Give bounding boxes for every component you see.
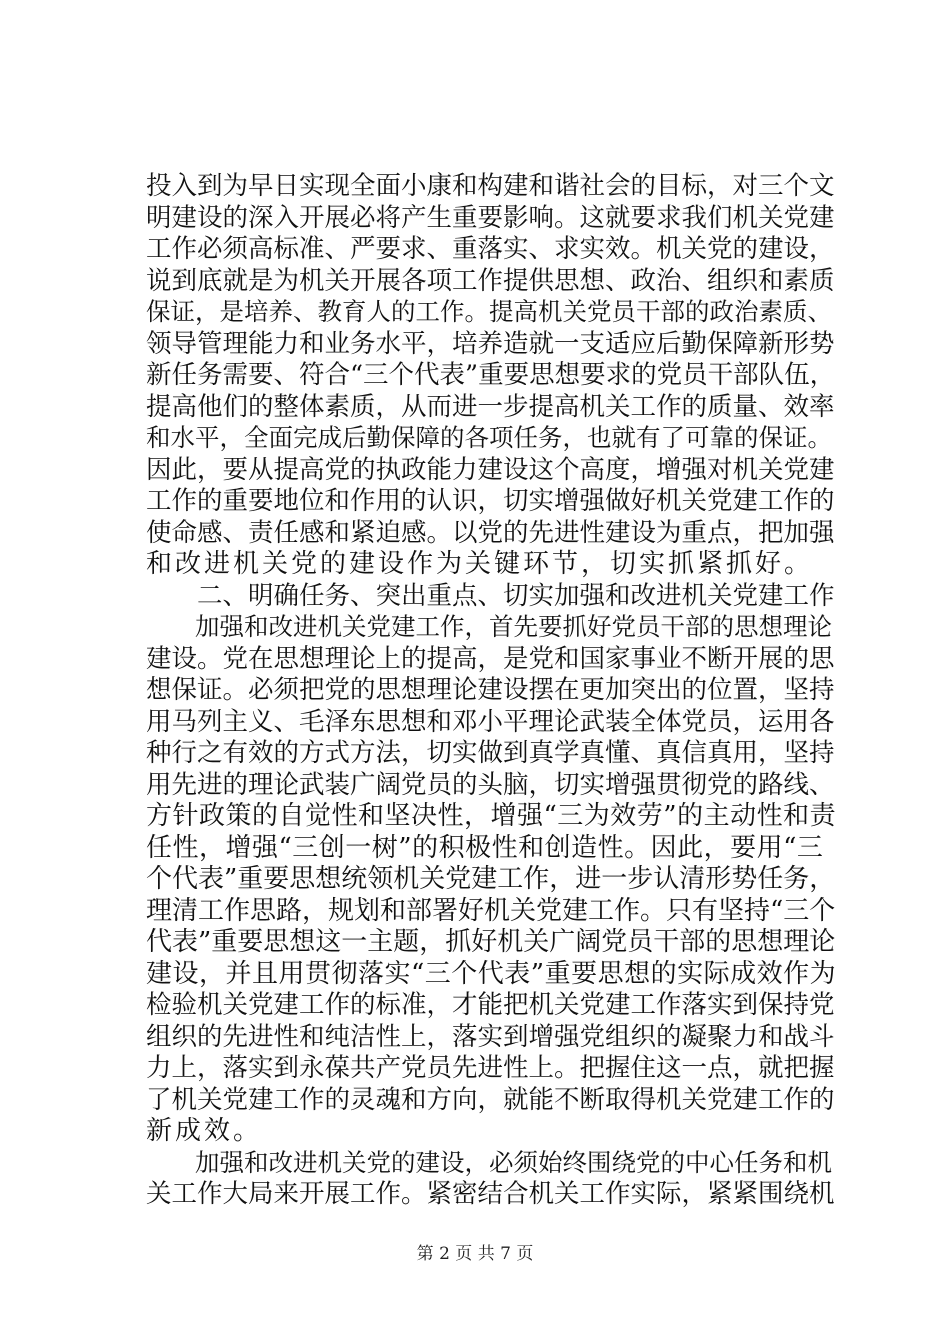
text-line: 建设，并且用贯彻落实“三个代表”重要思想的实际成效作为 [146,959,837,989]
page-footer: 第 2 页 共 7 页 [416,1244,534,1264]
text-line: 保证，是培养、教育人的工作。提高机关党员干部的政治素质、 [146,297,832,326]
text-line: 投入到为早日实现全面小康和构建和谐社会的目标，对三个文 [146,171,835,201]
text-line: 因此，要从提高党的执政能力建设这个高度，增强对机关党建 [146,455,835,485]
text-line: 方针政策的自觉性和坚决性，增强“三为效劳”的主动性和责 [146,801,837,831]
text-line: 使命感、责任感和紧迫感。以党的先进性建设为重点，把加强 [146,518,835,548]
text-line: 加强和改进机关党建工作，首先要抓好党员干部的思想理论 [146,612,832,641]
text-line: 用马列主义、毛泽东思想和邓小平理论武装全体党员，运用各 [146,707,835,737]
text-line: 领导管理能力和业务水平，培养造就一支适应后勤保障新形势 [146,329,835,359]
text-line: 力上，落实到永葆共产党员先进性上。把握住这一点，就把握 [146,1053,835,1083]
text-line: 个代表”重要思想统领机关党建工作，进一步认清形势任务， [146,864,836,894]
text-line: 任性，增强“三创一树”的积极性和创造性。因此，要用“三 [146,833,824,863]
text-line: 建设。党在思想理论上的提高，是党和国家事业不断开展的思 [146,644,835,674]
text-line: 提高他们的整体素质，从而进一步提高机关工作的质量、效率 [146,392,835,422]
text-line: 新成效。 [146,1116,263,1146]
text-line: 关工作大局来开展工作。紧密结合机关工作实际，紧紧围绕机 [146,1179,835,1209]
text-line: 检验机关党建工作的标准，才能把机关党建工作落实到保持党 [146,990,835,1020]
text-line: 新任务需要、符合“三个代表”重要思想要求的党员干部队伍， [146,360,836,390]
text-line: 说到底就是为机关开展各项工作提供思想、政治、组织和素质 [146,266,835,296]
text-line: 工作的重要地位和作用的认识，切实增强做好机关党建工作的 [146,486,835,516]
text-line: 明建设的深入开展必将产生重要影响。这就要求我们机关党建 [146,203,835,233]
text-line: 组织的先进性和纯洁性上，落实到增强党组织的凝聚力和战斗 [146,1022,835,1052]
text-line: 了机关党建工作的灵魂和方向，就能不断取得机关党建工作的 [146,1085,835,1115]
text-line: 和改进机关党的建设作为关键环节，切实抓紧抓好。 [146,549,814,579]
text-line: 代表”重要思想这一主题，抓好机关广阔党员干部的思想理论 [146,927,836,957]
text-line: 工作必须高标准、严要求、重落实、求实效。机关党的建设， [146,234,835,264]
text-line: 加强和改进机关党的建设，必须始终围绕党的中心任务和机 [146,1148,832,1177]
text-line: 理清工作思路，规划和部署好机关党建工作。只有坚持“三个 [146,896,836,926]
text-line: 二、明确任务、突出重点、切实加强和改进机关党建工作 [146,581,835,611]
text-line: 想保证。必须把党的思想理论建设摆在更加突出的位置，坚持 [146,675,835,705]
text-line: 用先进的理论武装广阔党员的头脑，切实增强贯彻党的路线、 [146,770,835,800]
text-line: 种行之有效的方式方法，切实做到真学真懂、真信真用，坚持 [146,738,835,768]
text-line: 和水平，全面完成后勤保障的各项任务，也就有了可靠的保证。 [146,423,832,452]
